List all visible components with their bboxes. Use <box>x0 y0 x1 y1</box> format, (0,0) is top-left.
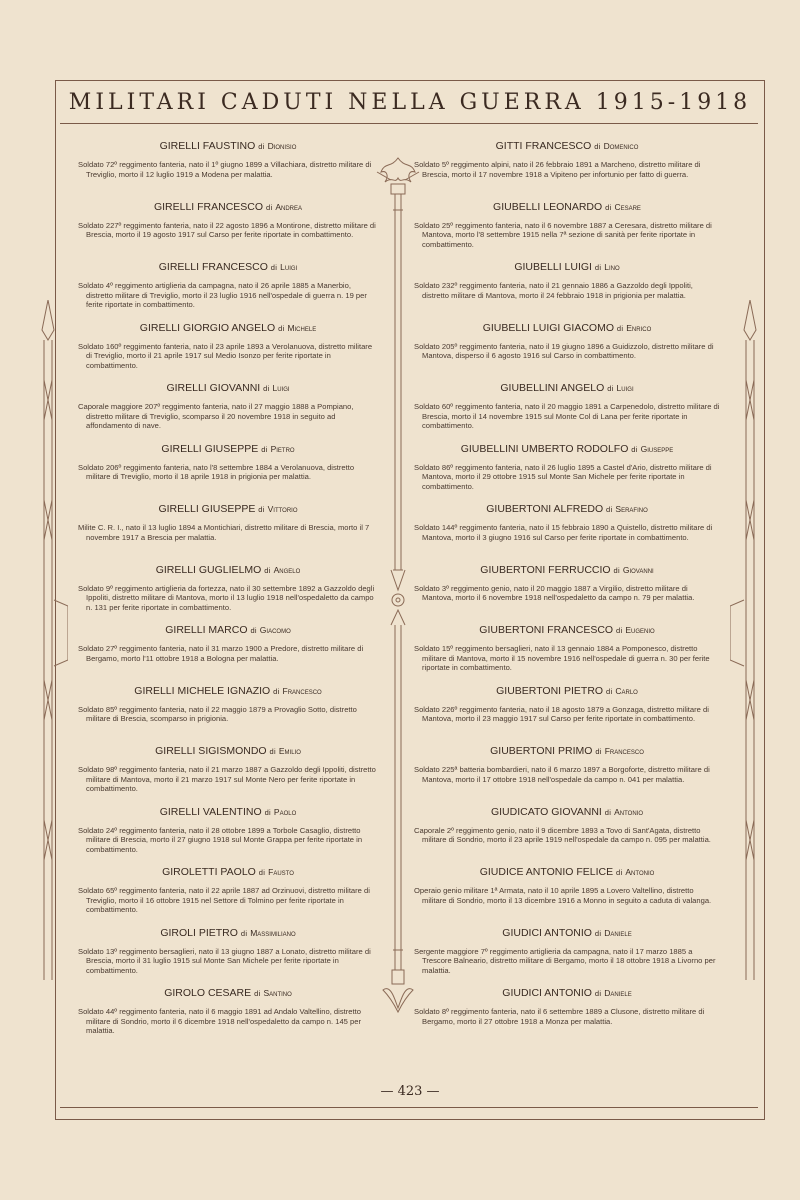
di-particle: di <box>606 686 613 696</box>
entry <box>414 866 720 905</box>
di-particle: di <box>594 928 602 938</box>
entry-name <box>78 140 378 152</box>
soldier-name: GIUDICI ANTONIO <box>502 926 592 939</box>
entry <box>414 382 720 431</box>
di-particle: di <box>264 807 271 817</box>
di-particle: di <box>616 868 623 877</box>
entry-text: Soldato 227º reggimento fanteria, nato il 22 agosto 1896 a Montirone, distretto militare di Brescia, morto il 19 agosto 1917 sul Carso per ferite riportate in combattimento. <box>78 220 376 239</box>
di-particle: di <box>258 505 265 514</box>
entry-name <box>78 382 378 394</box>
soldier-name: GIRELLI GIUSEPPE <box>161 442 259 455</box>
soldier-name: GIUDICI ANTONIO <box>502 987 592 999</box>
soldier-name: GIROLO CESARE <box>164 987 252 999</box>
soldier-name: GIROLI PIETRO <box>160 926 238 939</box>
entry <box>78 806 378 855</box>
father-name: Giovanni <box>622 564 654 575</box>
entry-text: Soldato 15º reggimento bersaglieri, nato il 13 gennaio 1884 a Pomponesco, distretto militare di Mantova, morto il 15 novembre 1916 nell'ospedale di guerra n. 30 per ferite riportate in combattimento. <box>414 644 710 672</box>
di-particle: di <box>631 444 638 454</box>
entry-name <box>78 866 378 878</box>
entry <box>78 866 378 915</box>
father-name: Daniele <box>604 988 632 998</box>
father-name: Daniele <box>604 927 632 938</box>
entry <box>414 503 720 542</box>
di-particle: di <box>273 686 280 696</box>
entry-text: Soldato 86º reggimento fanteria, nato il 26 luglio 1895 a Castel d'Ario, distretto militare di Mantova, morto il 29 ottobre 1915 sul Monte San Michele per ferite riportate in combattimento. <box>414 462 712 491</box>
entry <box>414 564 720 603</box>
soldier-name: GIRELLI FRANCESCO <box>158 261 268 273</box>
entry <box>414 927 720 976</box>
soldier-name: GIROLETTI PAOLO <box>162 866 256 878</box>
soldier-name: GIUBELLI LUIGI GIACOMO <box>482 321 614 334</box>
father-name: Luigi <box>280 262 298 272</box>
soldier-name: GIUBERTONI FERRUCCIO <box>480 563 611 576</box>
father-name: Lino <box>604 262 620 272</box>
entry-name <box>78 745 378 757</box>
entry-name <box>78 322 378 334</box>
father-name: Michele <box>287 322 317 333</box>
entry-text: Soldato 205º reggimento fanteria, nato il 19 giugno 1896 a Guidizzolo, distretto militare di Mantova, disperso il 6 agosto 1916 sul Carso in combattimento. <box>414 341 714 360</box>
father-name: Emilio <box>278 746 301 756</box>
di-particle: di <box>258 142 265 151</box>
di-particle: di <box>261 444 268 454</box>
father-name: Dionisio <box>267 141 297 151</box>
entry <box>78 624 378 663</box>
father-name: Francesco <box>282 685 322 696</box>
page-number: — 423 — <box>380 1084 440 1099</box>
entry-text: Caporale 2º reggimento genio, nato il 9 dicembre 1893 a Tovo di Sant'Agata, distretto militare di Sondrio, morto il 23 aprile 1919 nell'ospedale da campo n. 095 per malattia. <box>414 825 711 844</box>
di-particle: di <box>605 202 612 212</box>
entry-text: Caporale maggiore 207º reggimento fanteria, nato il 27 maggio 1888 a Pompiano, distretto militare di Treviglio, scomparso il 20 novembre 1918 in seguito ad affondamento di nave. <box>78 402 354 430</box>
soldier-name: GIRELLI FRANCESCO <box>153 200 264 213</box>
entry <box>414 987 720 1026</box>
entry-text: Soldato 85º reggimento fanteria, nato il 22 maggio 1879 a Provaglio Sotto, distretto militare di Brescia, scomparso in prigionia. <box>78 704 357 723</box>
entry-text: Soldato 8º reggimento fanteria, nato il 6 settembre 1889 a Clusone, distretto militare di Bergamo, morto il 27 ottobre 1918 a Monza per malattia. <box>414 1007 705 1026</box>
soldier-name: GIUBERTONI ALFREDO <box>486 503 604 515</box>
father-name: Enrico <box>626 322 652 333</box>
father-name: Paolo <box>273 806 297 817</box>
soldier-name: GIUDICATO GIOVANNI <box>490 805 602 818</box>
soldier-name: GITTI FRANCESCO <box>495 140 592 152</box>
entry-name <box>414 927 720 939</box>
father-name: Santino <box>263 988 292 998</box>
soldier-name: GIRELLI GIUSEPPE <box>158 503 256 515</box>
di-particle: di <box>594 989 602 998</box>
di-particle: di <box>250 626 257 635</box>
soldier-name: GIUBERTONI PRIMO <box>490 745 593 757</box>
father-name: Luigi <box>616 383 634 393</box>
entry-name <box>78 806 378 818</box>
entry-text: Operaio genio militare 1ª Armata, nato il 10 aprile 1895 a Lovero Valtellino, distretto militare di Sondrio, morto il 13 dicembre 1916 a Monno in seguito a caduta di valanga. <box>414 886 712 905</box>
entry-text: Sergente maggiore 7º reggimento artiglieria da campagna, nato il 17 marzo 1885 a Trescore Balneario, distretto militare di Bergamo, morto il 18 ottobre 1918 a Livorno per malattia. <box>414 946 716 975</box>
di-particle: di <box>270 263 278 272</box>
entry <box>414 140 720 179</box>
di-particle: di <box>265 202 273 212</box>
soldier-name: GIRELLI FAUSTINO <box>159 140 256 152</box>
page-title: MILITARI CADUTI NELLA GUERRA 1915-1918 <box>68 90 752 115</box>
entry-name <box>414 987 720 999</box>
entry-text: Soldato 24º reggimento fanteria, nato il 28 ottobre 1899 a Torbole Casaglio, distretto militare di Brescia, morto il 27 giugno 1918 sul Monte Grappa per ferite riportate in combattimento. <box>78 825 363 854</box>
entry-name <box>78 927 378 939</box>
entry <box>414 624 720 673</box>
soldier-name: GIRELLI MICHELE IGNAZIO <box>134 684 271 697</box>
di-particle: di <box>606 505 613 514</box>
entry-text: Soldato 13º reggimento bersaglieri, nato il 13 giugno 1887 a Lonato, distretto militare di Brescia, morto il 31 luglio 1915 sul Monte San Michele per ferite riportate in combattimento. <box>78 946 371 975</box>
di-particle: di <box>264 565 271 575</box>
entry-name <box>414 382 720 394</box>
di-particle: di <box>278 323 285 333</box>
father-name: Serafino <box>615 504 648 514</box>
entry-text: Soldato 27º reggimento fanteria, nato il 31 marzo 1900 a Predore, distretto militare di Bergamo, morto l'11 ottobre 1918 a Bologna per malattia. <box>78 644 364 663</box>
soldier-name: GIUBELLINI ANGELO <box>500 382 605 394</box>
entry-name <box>414 564 720 576</box>
entry-name <box>78 201 378 213</box>
entry <box>78 927 378 976</box>
entry-name <box>414 503 720 515</box>
di-particle: di <box>269 747 276 756</box>
soldier-name: GIRELLI SIGISMONDO <box>155 745 267 757</box>
entry <box>78 382 378 431</box>
footer-rule <box>60 1107 758 1108</box>
entry-text: Soldato 60º reggimento fanteria, nato il 20 maggio 1891 a Carpenedolo, distretto militare di Brescia, morto il 14 novembre 1915 sul Monte Col di Lana per ferite riportate in combattimento. <box>414 402 720 430</box>
soldier-name: GIRELLI GIOVANNI <box>166 382 261 394</box>
entry-name <box>414 443 720 455</box>
soldier-name: GIRELLI GIORGIO ANGELO <box>139 321 276 334</box>
entry-text: Soldato 65º reggimento fanteria, nato il 22 aprile 1887 ad Orzinuovi, distretto militare di Treviglio, morto il 16 ottobre 1915 nel Settore di Tolmino per ferite riportate in combattimento. <box>78 886 370 914</box>
entry-text: Soldato 160º reggimento fanteria, nato il 23 aprile 1893 a Verolanuova, distretto militare di Treviglio, morto il 21 aprile 1917 sul Medio Isonzo per ferite riportate in combattimento. <box>78 341 373 370</box>
entry-text: Soldato 98º reggimento fanteria, nato il 21 marzo 1887 a Gazzoldo degli Ippoliti, distretto militare di Mantova, morto il 21 marzo 1917 sul Monte Nero per ferite riportate in combattimento. <box>78 765 376 793</box>
entry <box>414 806 720 845</box>
entry-name <box>78 443 378 455</box>
entry-text: Soldato 144º reggimento fanteria, nato il 15 febbraio 1890 a Quistello, distretto militare di Mantova, morto il 3 giugno 1916 sul Carso per ferite riportate in combattimento. <box>414 523 713 542</box>
soldier-name: GIUBERTONI FRANCESCO <box>479 624 614 636</box>
entry <box>414 745 720 784</box>
entry-name <box>414 261 720 273</box>
father-name: Antonio <box>625 867 655 877</box>
father-name: Francesco <box>604 746 644 756</box>
soldier-name: GIUBELLINI UMBERTO RODOLFO <box>460 442 629 455</box>
right-fasces-decoration <box>730 300 770 990</box>
father-name: Cesare <box>614 201 641 212</box>
father-name: Andrea <box>275 201 303 212</box>
father-name: Giuseppe <box>640 443 674 454</box>
entry-name <box>414 140 720 152</box>
di-particle: di <box>604 807 612 817</box>
entry <box>414 443 720 492</box>
father-name: Giacomo <box>259 625 291 635</box>
entry <box>78 201 378 240</box>
entry <box>414 261 720 300</box>
entry-text: Soldato 226º reggimento fanteria, nato il 18 agosto 1879 a Gonzaga, distretto militare di Mantova, morto il 23 maggio 1917 sul Carso per ferite riportate in combattimento. <box>414 704 709 723</box>
father-name: Massimiliano <box>250 927 296 938</box>
soldier-name: GIUBELLI LEONARDO <box>493 200 603 213</box>
entry <box>78 987 378 1036</box>
soldier-name: GIUBERTONI PIETRO <box>496 684 604 697</box>
di-particle: di <box>263 384 270 393</box>
di-particle: di <box>616 626 623 635</box>
entry-text: Soldato 232º reggimento fanteria, nato il 21 gennaio 1886 a Gazzoldo degli Ippoliti, distretto militare di Mantova, morto il 24 febbraio 1918 in prigionia per malattia. <box>414 281 693 300</box>
entry-text: Soldato 4º reggimento artiglieria da campagna, nato il 26 aprile 1885 a Manerbio, distretto militare di Treviglio, morto il 23 luglio 1916 nell'ospedale di guerra n. 19 per ferite riportate in combattimento. <box>78 281 367 309</box>
father-name: Vittorio <box>267 504 298 514</box>
entry-text: Soldato 25º reggimento fanteria, nato il 6 novembre 1887 a Ceresara, distretto militare di Mantova, morto l'8 settembre 1915 nella 7ª sezione di sanità per ferite riportate in combattimento. <box>414 220 712 249</box>
entry-name <box>78 564 378 576</box>
entry-name <box>414 624 720 636</box>
entry <box>78 685 378 724</box>
entry-name <box>78 987 378 999</box>
di-particle: di <box>254 989 261 998</box>
entry-text: Soldato 72º reggimento fanteria, nato il 1º giugno 1899 a Villachiara, distretto militare di Treviglio, morto il 12 luglio 1919 a Modena per malattia. <box>78 160 372 179</box>
di-particle: di <box>595 747 602 756</box>
soldier-name: GIUBELLI LUIGI <box>514 261 592 273</box>
entry <box>414 322 720 361</box>
left-fasces-decoration <box>28 300 68 990</box>
entry-text: Milite C. R. I., nato il 13 luglio 1894 a Montichiari, distretto militare di Brescia, morto il 7 novembre 1917 a Brescia per malattia. <box>78 523 370 542</box>
father-name: Antonio <box>614 806 644 817</box>
di-particle: di <box>594 142 601 151</box>
soldier-name: GIRELLI GUGLIELMO <box>155 563 262 576</box>
father-name: Eugenio <box>625 625 655 635</box>
father-name: Carlo <box>615 685 638 696</box>
entry-name <box>414 201 720 213</box>
entry-name <box>78 624 378 636</box>
entry <box>414 201 720 250</box>
father-name: Luigi <box>272 383 290 393</box>
entry-text: Soldato 3º reggimento genio, nato il 20 maggio 1887 a Virgilio, distretto militare di Mantova, morto il 6 novembre 1918 nell'ospedaletto da campo n. 79 per malattia. <box>414 583 695 602</box>
entry <box>78 261 378 310</box>
di-particle: di <box>613 565 620 575</box>
entry-text: Soldato 44º reggimento fanteria, nato il 6 maggio 1891 ad Andalo Valtellino, distretto militare di Sondrio, morto il 6 dicembre 1918 nell'ospedaletto da campo n. 145 per malattia. <box>78 1007 361 1035</box>
entry-text: Soldato 225ª batteria bombardieri, nato il 6 marzo 1897 a Borgoforte, distretto militare di Mantova, morto il 17 ottobre 1918 nell'ospedale da campo n. 041 per malattia. <box>414 765 710 784</box>
soldier-name: GIRELLI VALENTINO <box>159 805 262 818</box>
di-particle: di <box>616 323 624 333</box>
soldier-name: GIRELLI MARCO <box>165 624 248 636</box>
father-name: Angelo <box>273 564 301 575</box>
soldier-name: GIUDICE ANTONIO FELICE <box>479 866 614 878</box>
entry-name <box>414 322 720 334</box>
father-name: Domenico <box>603 141 639 151</box>
di-particle: di <box>594 263 602 272</box>
entry <box>78 745 378 794</box>
entry-name <box>414 866 720 878</box>
di-particle: di <box>258 868 266 877</box>
entry <box>78 503 378 542</box>
entry-name <box>78 503 378 515</box>
entry-name <box>414 685 720 697</box>
entry <box>414 685 720 724</box>
father-name: Fausto <box>268 867 294 877</box>
entry <box>78 443 378 482</box>
entry-text: Soldato 206º reggimento fanteria, nato l'8 settembre 1884 a Verolanuova, distretto militare di Treviglio, morto il 18 aprile 1918 in prigionia per malattia. <box>78 462 355 481</box>
entry-name <box>414 745 720 757</box>
di-particle: di <box>607 384 614 393</box>
father-name: Pietro <box>270 443 295 454</box>
entry <box>78 140 378 179</box>
entry <box>78 322 378 371</box>
di-particle: di <box>240 928 248 938</box>
entry-name <box>78 685 378 697</box>
entry <box>78 564 378 613</box>
entry-text: Soldato 5º reggimento alpini, nato il 26 febbraio 1891 a Marcheno, distretto militare di Brescia, morto il 17 novembre 1918 a Vipiteno per infortunio per fatto di guerra. <box>414 160 701 179</box>
entry-name <box>414 806 720 818</box>
entry-text: Soldato 9º reggimento artiglieria da fortezza, nato il 30 settembre 1892 a Gazzoldo degli Ippoliti, distretto militare di Mantova, morto il 13 luglio 1918 nell'ospedaletto da campo n. 131 per ferite riportate in combattimento. <box>78 583 375 612</box>
header-rule <box>60 123 758 124</box>
entry-name <box>78 261 378 273</box>
